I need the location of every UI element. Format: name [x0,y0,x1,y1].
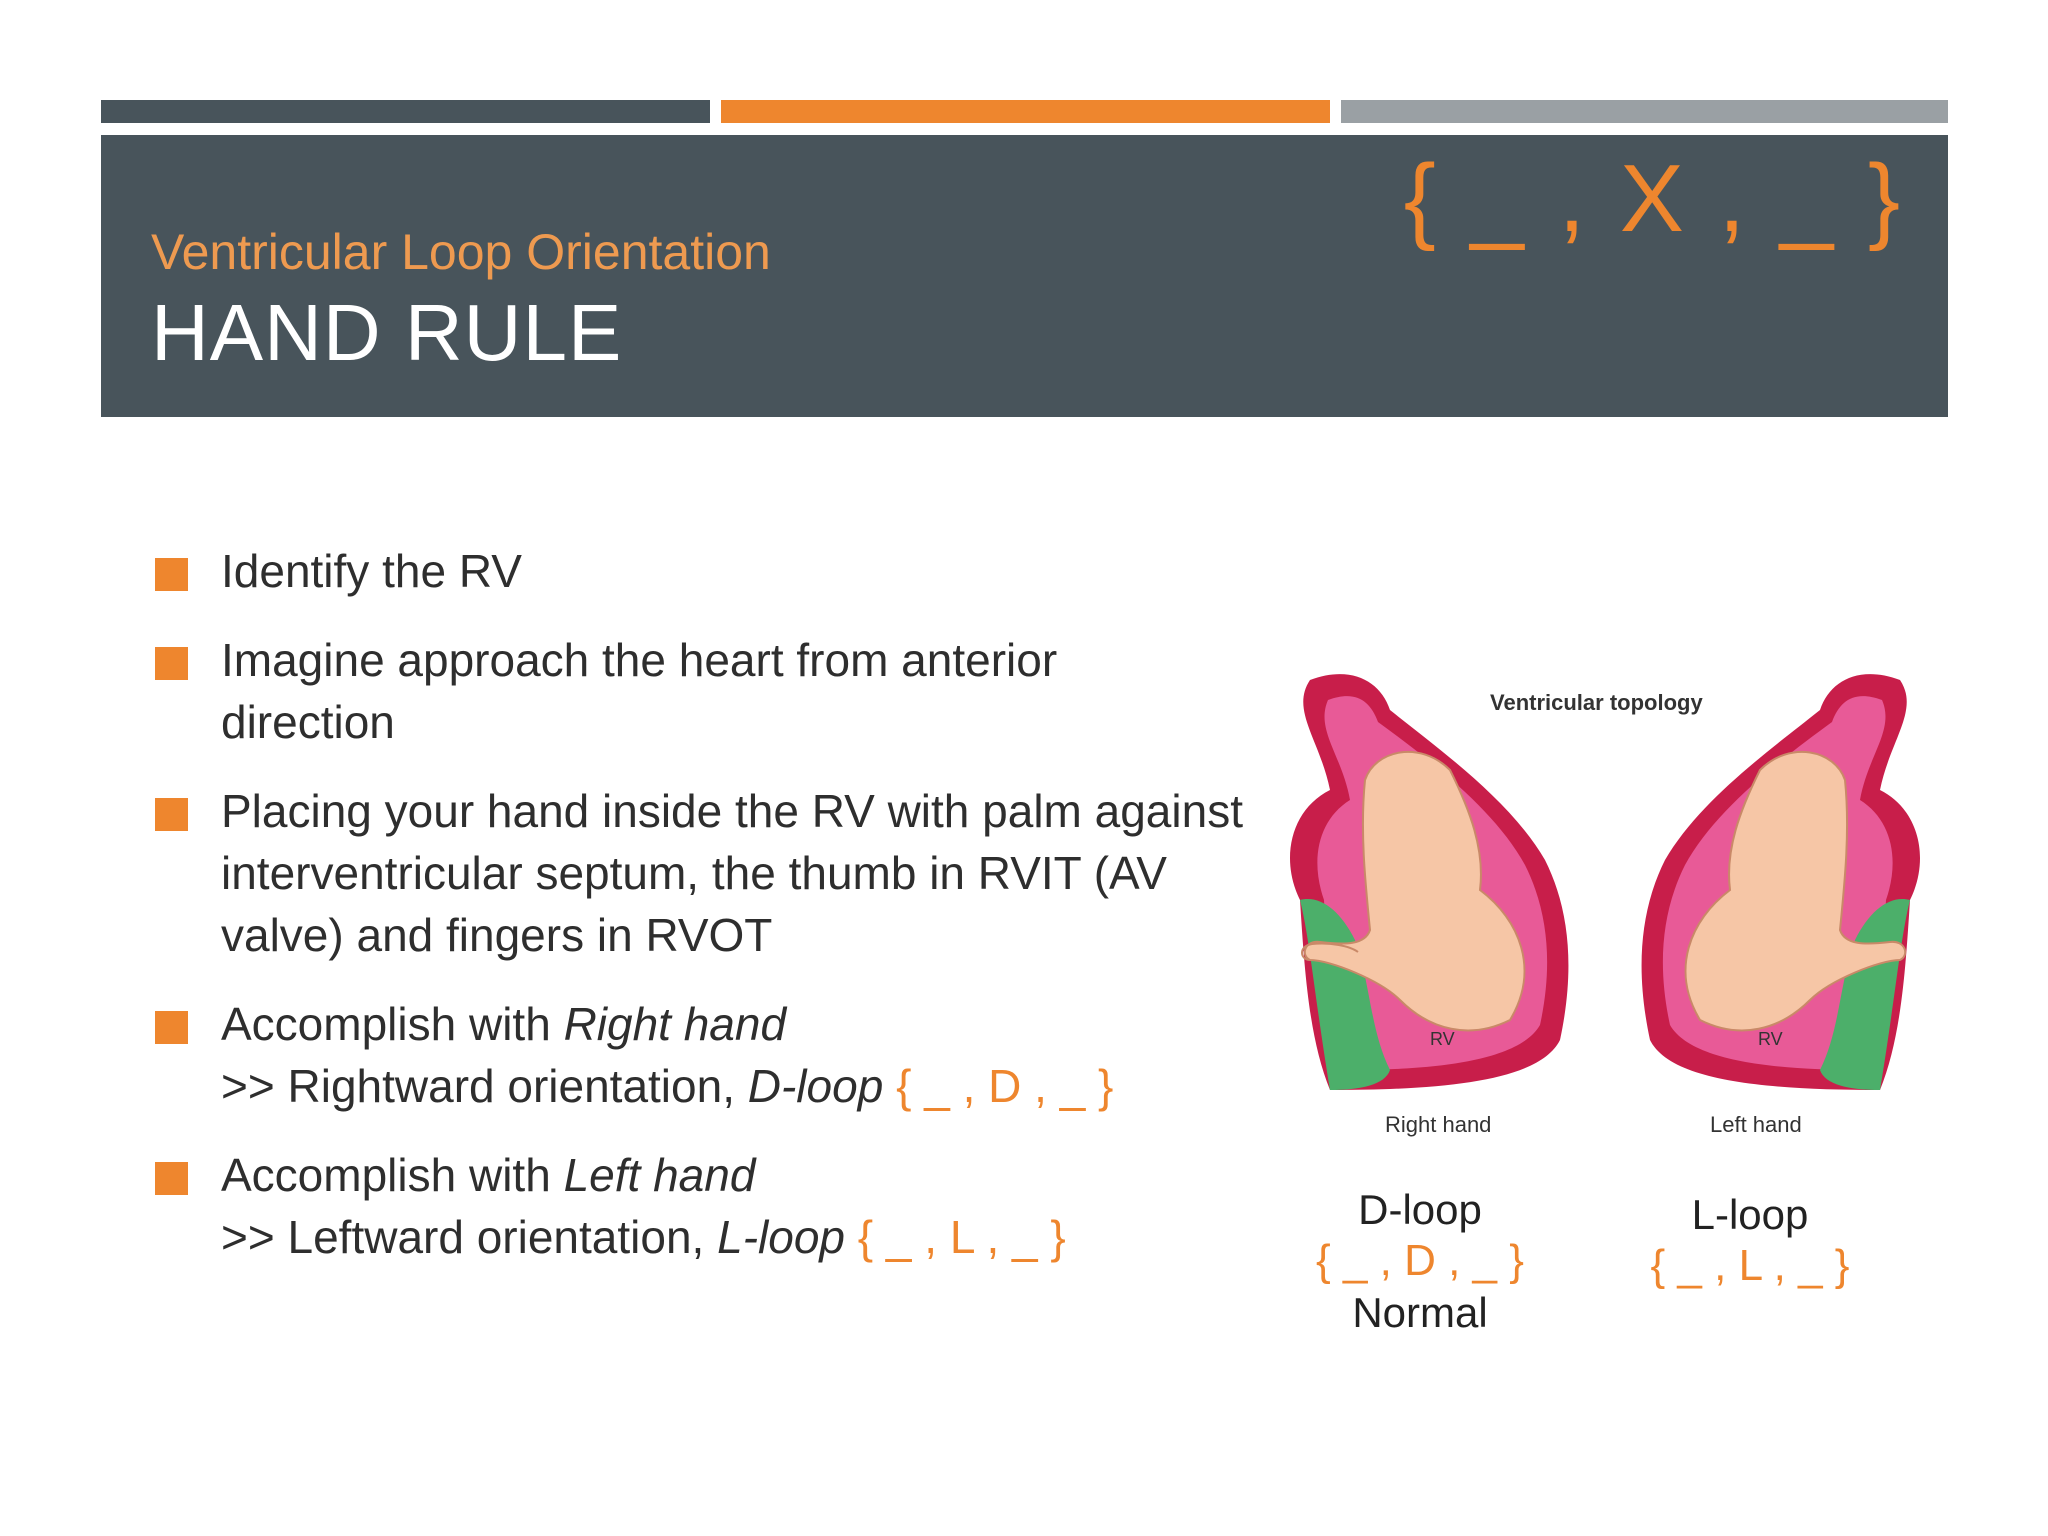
header-notation: { _ , X , _ } [1403,145,1904,252]
bullet-item [155,780,1255,966]
bullet-marker [155,558,188,591]
bullet-line-emphasis: Right hand [563,998,787,1050]
header-band [101,135,1948,417]
bullet-line-prefix: Accomplish with [221,1149,564,1201]
bullet-marker [155,1162,188,1195]
bullet-text [221,1144,1255,1268]
header-strip-gray [1341,100,1948,123]
loop-notation: { _ , D , _ } [896,1060,1114,1112]
rv-label: RV [1758,1029,1783,1049]
bullet-text: Identify the RV [221,545,522,597]
loop-notation: { _ , L , _ } [857,1211,1066,1263]
l-loop-caption [1630,1190,1870,1293]
bullet-line-emphasis: Left hand [563,1149,756,1201]
heart-hands-illustration [1270,660,1940,1150]
slide-title: HAND RULE [151,288,623,377]
bullet-line-prefix: Accomplish with [221,998,564,1050]
bullet-item [155,993,1255,1117]
bullet-marker [155,647,188,680]
bullet-text [221,993,1255,1117]
header-strip-orange [721,100,1330,123]
right-hand-heart [1290,674,1568,1090]
bullet-list [155,540,1255,1295]
bullet-line-prefix: >> Leftward orientation, [221,1211,718,1263]
bullet-line-prefix: >> Rightward orientation, [221,1060,748,1112]
bullet-text: Imagine approach the heart from anterior direction [221,634,1058,748]
figure-label-left-hand: Left hand [1710,1112,1802,1137]
header-strip-dark [101,100,710,123]
l-loop-name: L-loop [1691,1191,1809,1238]
ventricular-topology-figure [1270,660,1940,1150]
bullet-line-emphasis: D-loop [747,1060,884,1112]
figure-label-right-hand: Right hand [1385,1112,1492,1137]
bullet-line-emphasis: L-loop [717,1211,845,1263]
rv-label: RV [1430,1029,1455,1049]
d-loop-caption [1300,1185,1540,1339]
bullet-item [155,629,1255,753]
d-loop-name: D-loop [1358,1186,1482,1233]
slide-subtitle: Ventricular Loop Orientation [151,224,771,280]
l-loop-notation: { _ , L , _ } [1650,1241,1850,1291]
bullet-item [155,540,1255,602]
figure-title: Ventricular topology [1490,690,1703,715]
left-hand-heart [1642,674,1920,1090]
d-loop-notation: { _ , D , _ } [1316,1236,1524,1286]
bullet-text: Placing your hand inside the RV with palm against interventricular septum, the thumb in RVIT (AV valve) and fingers in RVOT [221,785,1243,961]
bullet-marker [155,1011,188,1044]
bullet-item [155,1144,1255,1268]
bullet-marker [155,798,188,831]
d-loop-note: Normal [1352,1289,1488,1337]
